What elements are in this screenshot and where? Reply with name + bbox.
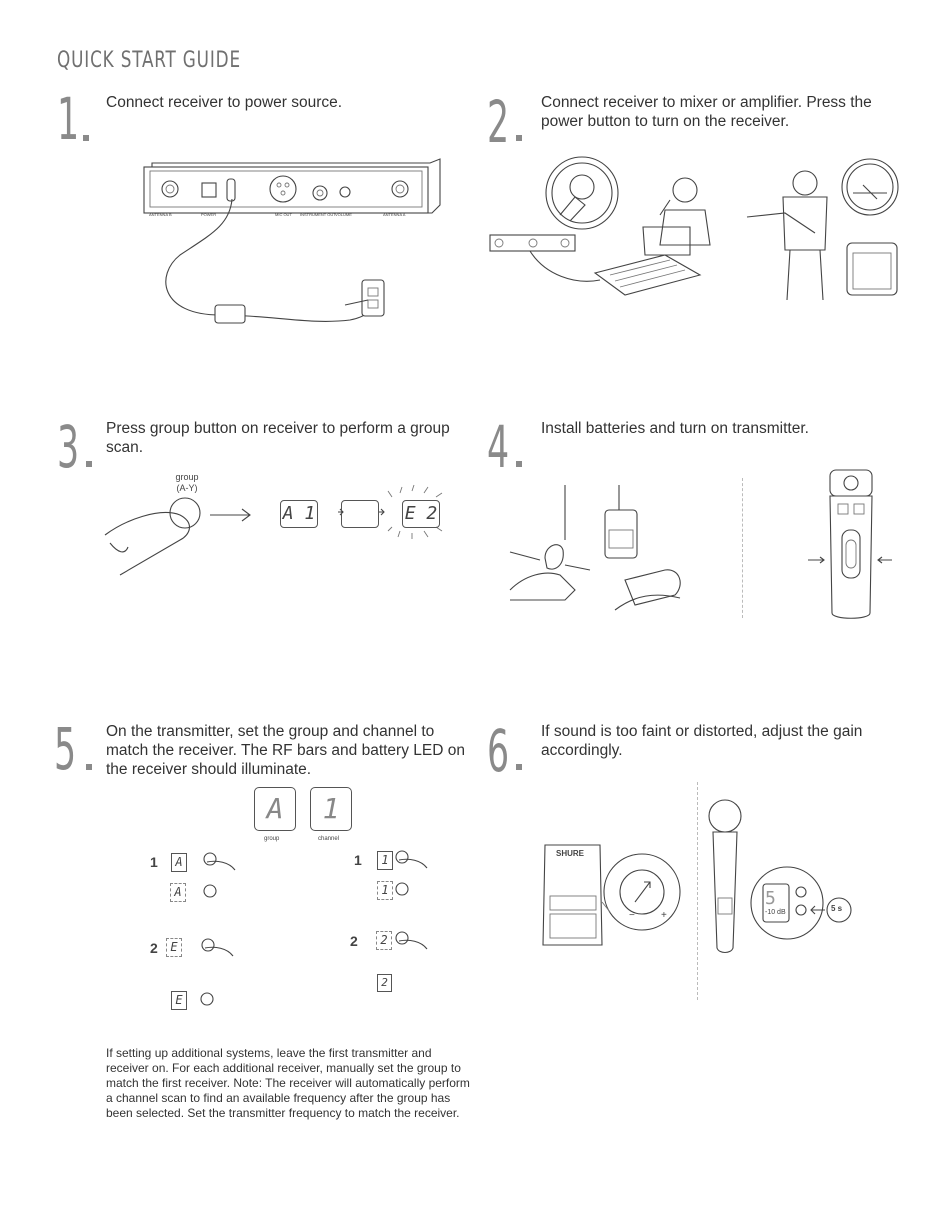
step-4-text: Install batteries and turn on transmitter. [541, 420, 809, 437]
group-display-e: E [171, 991, 187, 1010]
display-channel: 1 [310, 787, 352, 831]
display-group: A [254, 787, 296, 831]
gain-plus-label: + [661, 910, 667, 921]
step-3-number: 3 [57, 413, 80, 481]
display-scanning [341, 500, 379, 528]
label-power: POWER [201, 212, 217, 217]
step-6-number: 6 [487, 717, 510, 785]
channel-seq-2: 2 [350, 933, 358, 949]
step-1-text: Connect receiver to power source. [106, 94, 343, 111]
shure-logo: SHURE [556, 849, 585, 858]
display-e2: E 2 [402, 500, 440, 528]
label-antenna-a: ANTENNA A [383, 212, 406, 217]
channel-button-press-icon [395, 850, 429, 872]
channel-display-1: 1 [377, 851, 393, 870]
step-4-dot [516, 461, 522, 467]
channel-display-1-flash: 1 [377, 881, 393, 900]
label-mic-out: MIC OUT [275, 212, 292, 217]
channel-display-2: 2 [377, 974, 392, 992]
group-button-icon [203, 884, 217, 898]
additional-systems-note: If setting up additional systems, leave the first transmitter and receiver on. For each additional receiver, manually set the group to match the first receiver. Note: The receiver will automatically perform a channel scan to find an available frequency after the group has been selected. Set the transmitter frequency to match the receiver. [106, 1046, 470, 1120]
label-antenna-b: ANTENNA B [149, 212, 172, 217]
step-6-divider [697, 782, 698, 1000]
group-display-e-flash: E [166, 938, 182, 957]
step-5-dot [86, 764, 92, 770]
db-label: -10 dB [765, 909, 786, 916]
bodypack-battery-illustration [505, 480, 705, 620]
channel-button-press-icon-2 [395, 931, 429, 953]
group-display-a-flash: A [170, 883, 186, 902]
handheld-gain-illustration [705, 798, 855, 958]
step-3-text: Press group button on receiver to perform a group scan. [106, 420, 450, 456]
handheld-battery-illustration [800, 468, 900, 623]
step-5-number: 5 [54, 715, 77, 783]
group-seq-2: 2 [150, 940, 158, 956]
step-1-dot [83, 135, 89, 141]
label-volume: VOLUME [335, 212, 352, 217]
mixer-amplifier-illustration [485, 155, 905, 305]
handheld-display-value: 5 [765, 888, 776, 909]
group-button-icon-2 [200, 992, 214, 1006]
step-4-number: 4 [487, 413, 510, 481]
step-1-number: 1 [57, 85, 80, 153]
label-channel: channel [318, 836, 340, 842]
label-instrument-out: INSTRUMENT OUT [300, 212, 336, 217]
gain-minus-label: − [629, 910, 635, 921]
step-6-dot [516, 764, 522, 770]
group-button-press-icon [203, 852, 237, 874]
step-3-dot [86, 461, 92, 467]
display-a1: A 1 [280, 500, 318, 528]
channel-display-2-flash: 2 [376, 931, 392, 950]
group-seq-1: 1 [150, 854, 158, 870]
step-4-divider [742, 478, 743, 618]
group-button-press-icon-2 [201, 938, 235, 960]
group-display-a: A [171, 853, 187, 872]
step-5-text: On the transmitter, set the group and channel to match the receiver. The RF bars and battery LED on the receiver should illuminate. [106, 723, 465, 778]
receiver-power-illustration [140, 155, 450, 335]
group-label: group [175, 472, 199, 482]
group-range-label: (A-Y) [176, 483, 198, 493]
hold-time-label: 5 s [831, 904, 843, 913]
step-2-number: 2 [487, 88, 510, 156]
label-group: group [264, 836, 280, 842]
page-title: QUICK START GUIDE [57, 48, 241, 73]
step-2-text: Connect receiver to mixer or amplifier. Press the power button to turn on the receiver. [541, 94, 872, 130]
step-2-dot [516, 135, 522, 141]
channel-button-icon [395, 882, 409, 896]
step-6-text: If sound is too faint or distorted, adjust the gain accordingly. [541, 723, 863, 759]
channel-seq-1: 1 [354, 852, 362, 868]
